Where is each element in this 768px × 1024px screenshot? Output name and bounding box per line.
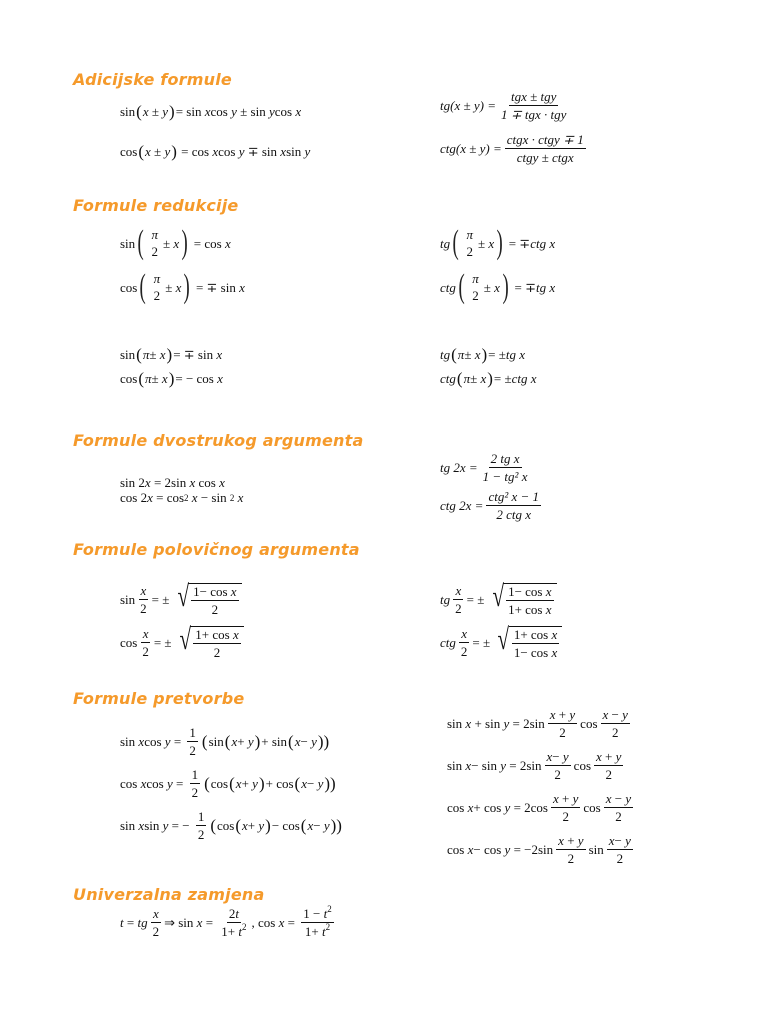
formula-sin-pi2: sin ( π 2 ± x ) = cos x bbox=[120, 224, 231, 261]
formula-sin-sum: sin ( x ± y ) = sin x cos y ± sin y cos x bbox=[120, 102, 302, 121]
formula-ctg-pi: ctg ( π ± x ) = ± ctg x bbox=[440, 369, 537, 388]
section-title-adicijske: Adicijske formule bbox=[73, 70, 232, 89]
formula-sin-2x: sin 2 x = 2sin x cos x bbox=[120, 475, 225, 490]
section-title-dvostruki: Formule dvostrukog argumenta bbox=[73, 431, 364, 450]
formula-sinx-cosy: sin x cos y = $\frac{1}{2}$ ( sin ( x + y ) + sin ( x − y )) bbox=[120, 725, 330, 758]
formula-cos-plus-cos: cos x + cos y = 2cos $\frac{x + y}{2}$ cos $\frac{x - y}{2}$ bbox=[447, 791, 632, 824]
formula-cos-pi: cos ( π ± x ) = − cos x bbox=[120, 369, 223, 388]
formula-ctg-sum: ctg(x ± y) = $\frac{\text{ctgx · ctgy ∓ 1}}{\text{ctgy ± ctgx}}$ bbox=[440, 132, 584, 165]
formula-cos-2x: cos 2 x = cos 2 x − sin 2 x bbox=[120, 490, 244, 505]
ctg-sum-fraction: $\frac{\text{ctgx · ctgy ∓ 1}}{\text{ctgy ± ctgx}}$ bbox=[506, 132, 584, 165]
section-title-polovicni: Formule polovičnog argumenta bbox=[73, 540, 360, 559]
formula-cos-sum: cos ( x ± y ) = cos x cos y ∓ sin x sin y bbox=[120, 142, 311, 161]
section-title-pretvorbe: Formule pretvorbe bbox=[73, 689, 245, 708]
formula-tg-pi2: tg ( π 2 ± x ) = ∓ ctg x bbox=[440, 224, 556, 261]
section-title-univerzalna: Univerzalna zamjena bbox=[73, 885, 265, 904]
formula-tg-half: tg $\frac{x}{2}$ = ± √ $\frac{\text{1− cos x}}{\text{1+ cos x}}$ bbox=[440, 583, 557, 616]
tg-2x-fraction: $\frac{\text{2 tg x}}{\text{1 − tg² x}}$ bbox=[482, 451, 528, 484]
formula-sin-plus-sin: sin x + sin y = 2sin $\frac{x + y}{2}$ cos $\frac{x - y}{2}$ bbox=[447, 707, 628, 740]
formula-universal-substitution: t = tg $\frac{x}{2}$ ⇒ sin x = $\frac{2t}{1+ t^2}$ , cos x = $\frac{1 - t^2}{1+ t^2}$ bbox=[120, 904, 332, 939]
formula-sin-half: sin $\frac{x}{2}$ = ± √ $\frac{\text{1− cos x}}{2}$ bbox=[120, 583, 242, 616]
formula-cos-pi2: cos ( π 2 ± x ) = ∓ sin x bbox=[120, 268, 245, 305]
formula-cos-half: cos $\frac{x}{2}$ = ± √ $\frac{\text{1+ cos x}}{2}$ bbox=[120, 626, 244, 659]
formula-tg-2x: tg 2x = $\frac{\text{2 tg x}}{\text{1 − tg² x}}$ bbox=[440, 451, 528, 484]
ctg-2x-fraction: $\frac{\text{ctg² x − 1}}{\text{2 ctg x}}$ bbox=[488, 489, 540, 522]
section-title-redukcije: Formule redukcije bbox=[73, 196, 239, 215]
tg-sum-lhs: tg(x ± y) = bbox=[440, 98, 496, 113]
tg-sum-fraction: $\frac{\text{tgx ± tgy}}{\text{1 ∓ tgx · tgy}}$ bbox=[500, 89, 567, 122]
formula-ctg-pi2: ctg ( π 2 ± x ) = ∓ tg x bbox=[440, 268, 556, 305]
formula-ctg-2x: ctg 2x = $\frac{\text{ctg² x − 1}}{\text{2 ctg x}}$ bbox=[440, 489, 540, 522]
formula-sin-minus-sin: sin x − sin y = 2sin $\frac{x- y}{2}$ cos $\frac{x + y}{2}$ bbox=[447, 749, 622, 782]
formula-ctg-half: ctg $\frac{x}{2}$ = ± √ $\frac{\text{1+ cos x}}{\text{1− cos x}}$ bbox=[440, 626, 562, 659]
formula-tg-sum bbox=[440, 90, 571, 121]
formula-tg-pi: tg ( π ± x ) = ± tg x bbox=[440, 345, 526, 364]
formula-cosx-cosy: cos x cos y = $\frac{1}{2}$ ( cos ( x + y ) + cos ( x − y )) bbox=[120, 767, 336, 800]
formula-sin-pi: sin ( π ± x ) = ∓ sin x bbox=[120, 345, 223, 364]
formula-sinx-siny: sin x sin y = − $\frac{1}{2}$ ( cos ( x + y ) − cos ( x − y )) bbox=[120, 809, 342, 842]
formula-cos-minus-cos: cos x − cos y = −2sin $\frac{x + y}{2}$ sin $\frac{x- y}{2}$ bbox=[447, 833, 631, 866]
